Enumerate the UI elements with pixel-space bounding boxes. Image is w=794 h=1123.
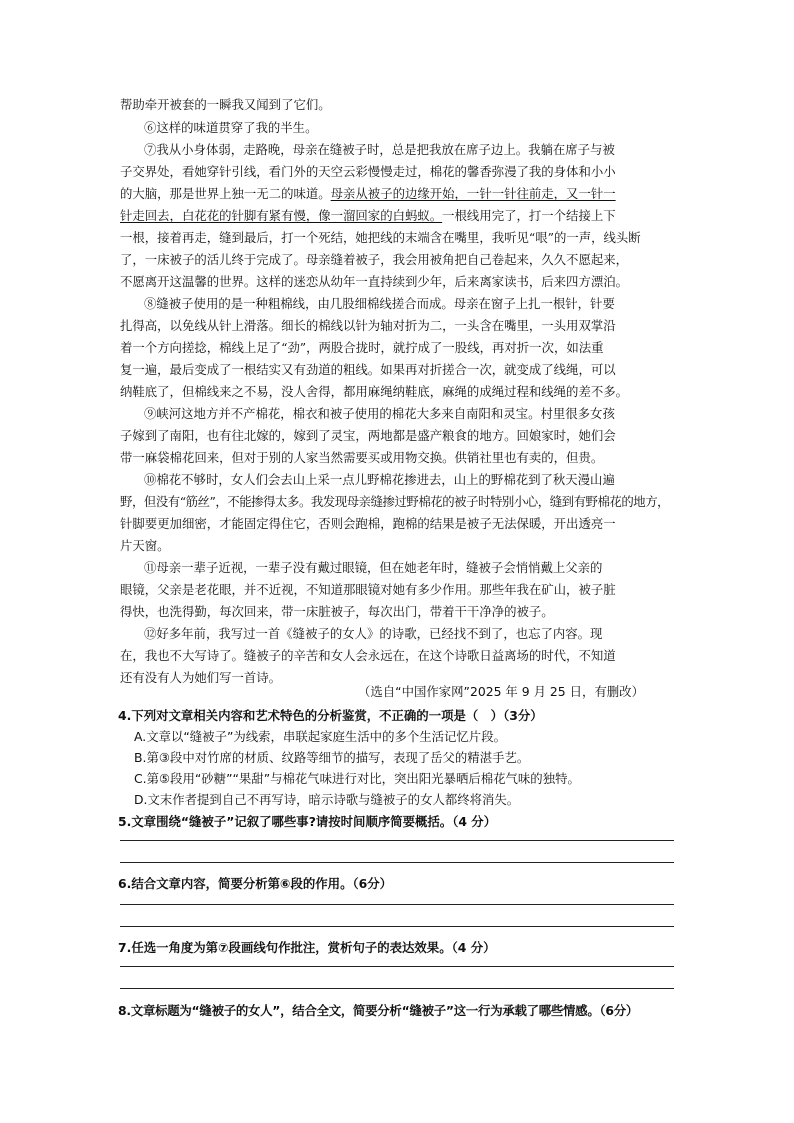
- paragraph-6: ⑥这样的味道贯穿了我的半生。: [144, 120, 318, 135]
- passage-line: 不愿离开这温馨的世界。这样的迷恋从幼年一直持续到少年，后来离家读书，后来四方漂泊。: [120, 274, 629, 289]
- passage-line: 片天窗。: [120, 538, 170, 553]
- passage-line: 帮助牵开被套的一瞬我又闻到了它们。: [120, 97, 331, 112]
- passage-line: 眼镜，父亲是老花眼，并不近视，不知道那眼镜对她有多少作用。那些年我在矿山，被子脏: [120, 582, 616, 597]
- passage-line: 了，一床被子的活儿终于完成了。母亲缝着被子，我会用被角把自己卷起来，久久不愿起来，: [120, 252, 629, 267]
- passage-line: 得快，也洗得勤，每次回来，带一床脏被子，每次出门，带着干干净净的被子。: [120, 604, 554, 619]
- answer-line[interactable]: [120, 904, 674, 905]
- paragraph-11-start: ⑪母亲一辈子近视，一辈子没有戴过眼镜，但在她老年时，缝被子会悄悄戴上父亲的: [144, 560, 603, 575]
- text-segment: 的大脑，那是世界上独一无二的味道。: [120, 186, 331, 201]
- text-segment: 一根线用完了，打一个结接上下: [442, 208, 616, 223]
- passage-line: 针脚要更加细密，才能固定得住它，否则会跑棉，跑棉的结果是被子无法保暖，开出透亮一: [120, 516, 616, 531]
- question-6: 6.结合文章内容，简要分析第⑥段的作用。（6分）: [118, 876, 393, 891]
- paragraph-10-start: ⑩棉花不够时，女人们会去山上采一点儿野棉花掺进去，山上的野棉花到了秋天漫山遍: [144, 472, 615, 487]
- passage-line: 一根，接着再走，缝到最后，打一个死结，她把线的末端含在嘴里，我听见“哏”的一声，线头断: [120, 230, 641, 245]
- answer-line[interactable]: [120, 840, 674, 841]
- option-d[interactable]: D.文末作者提到自己不再写诗，暗示诗歌与缝被子的女人都终将消失。: [134, 792, 520, 807]
- passage-line: 还有没有人为她们写一首诗。: [120, 670, 282, 685]
- passage-line: 在，我也不大写诗了。缝被子的辛苦和女人会永远在，在这个诗歌日益离场的时代，不知道: [120, 648, 616, 663]
- passage-line: 纳鞋底了，但棉线来之不易，没人舍得，都用麻绳纳鞋底，麻绳的成绳过程和线绳的差不多。: [120, 384, 629, 399]
- question-7: 7.任选一角度为第⑦段画线句作批注，赏析句子的表达效果。（4 分）: [118, 940, 496, 955]
- question-4-stem: 4.下列对文章相关内容和艺术特色的分析鉴赏，不正确的一项是（ ）（3分）: [118, 708, 543, 723]
- option-a[interactable]: A.文章以“缝被子”为线索，串联起家庭生活中的多个生活记忆片段。: [134, 729, 506, 744]
- question-8: 8.文章标题为“缝被子的女人”，结合全文，简要分析“缝被子”这一行为承载了哪些情感。（6分）: [118, 1003, 639, 1018]
- paragraph-8-start: ⑧缝被子使用的是一种粗棉线，由几股细棉线搓合而成。母亲在窗子上扎一根针，针要: [144, 296, 615, 311]
- paragraph-9-start: ⑨峡河这地方并不产棉花，棉衣和被子使用的棉花大多来自南阳和灵宝。村里很多女孩: [144, 406, 615, 421]
- underlined-sentence: 针走回去，白花花的针脚有紧有慢，像一溜回家的白蚂蚁。: [120, 208, 443, 223]
- passage-line: 带一麻袋棉花回来，但对于别的人家当然需要买或用物交换。供销社里也有卖的，但贵。: [120, 450, 604, 465]
- option-b[interactable]: B.第③段中对竹席的材质、纹路等细节的描写，表现了岳父的精湛手艺。: [134, 750, 530, 765]
- answer-line[interactable]: [120, 988, 674, 989]
- passage-line: 野，但没有“筋丝”，不能掺得太多。我发现母亲缝掺过野棉花的被子时特别小心，缝到有野棉花的地方，: [120, 494, 670, 509]
- passage-line: [120, 205, 676, 226]
- option-c[interactable]: C.第⑤段用“砂糖”“果甜”与棉花气味进行对比，突出阳光暴晒后棉花气味的独特。: [134, 771, 580, 786]
- paragraph-12-start: ⑫好多年前，我写过一首《缝被子的女人》的诗歌，已经找不到了，也忘了内容。现: [144, 626, 603, 641]
- question-5: 5.文章围绕“缝被子”记叙了哪些事?请按时间顺序简要概括。（4 分）: [118, 814, 497, 829]
- passage-line: 子嫁到了南阳，也有往北嫁的，嫁到了灵宝，两地都是盛产粮食的地方。回娘家时，她们会: [120, 428, 616, 443]
- passage-line: 子交界处，看她穿针引线，看门外的天空云彩慢慢走过，棉花的馨香弥漫了我的身体和小小: [120, 164, 616, 179]
- passage-line: [120, 183, 676, 204]
- source-citation: （选自“中国作家网”2025 年 9 月 25 日，有删改）: [358, 684, 644, 699]
- passage-line: 复一遍，最后变成了一根结实又有劲道的粗线。如果再对折搓合一次，就变成了线绳，可以: [120, 362, 616, 377]
- passage-line: 着一个方向搓捻，棉线上足了“劲”，两股合拢时，就拧成了一股线，再对折一次，如法重: [120, 340, 604, 355]
- passage-line: 扎得高，以免线从针上滑落。细长的棉线以针为轴对折为二，一头含在嘴里，一头用双掌沿: [120, 318, 616, 333]
- paragraph-7-start: ⑦我从小身体弱，走路晚，母亲在缝被子时，总是把我放在席子边上。我躺在席子与被: [144, 142, 615, 157]
- answer-line[interactable]: [120, 966, 674, 967]
- underlined-sentence: 母亲从被子的边缘开始，一针一针往前走，又一针一: [330, 186, 616, 201]
- answer-line[interactable]: [120, 862, 674, 863]
- answer-line[interactable]: [120, 926, 674, 927]
